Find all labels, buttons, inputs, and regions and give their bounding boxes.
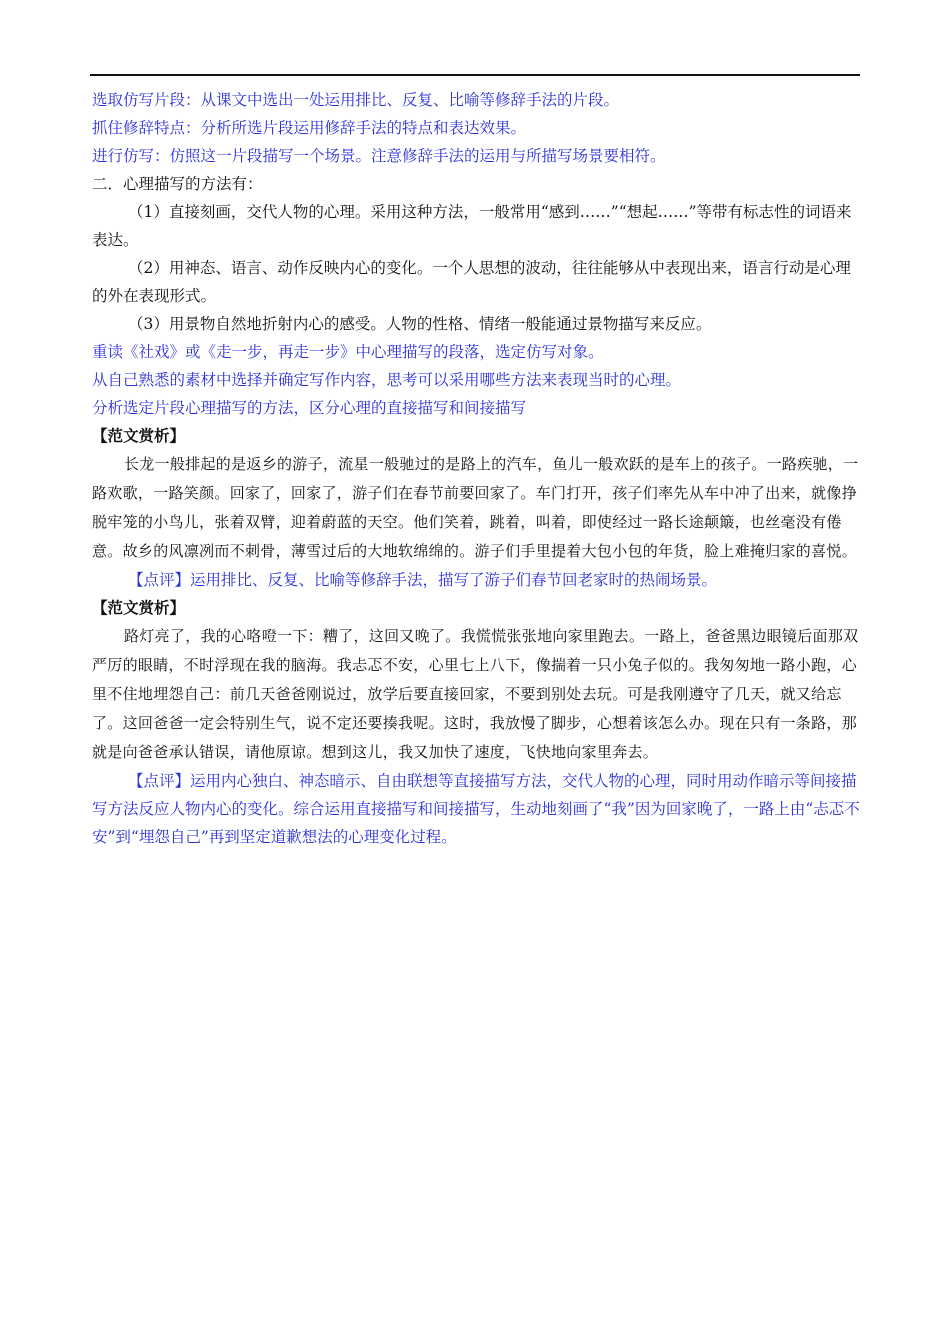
step-line: 分析选定片段心理描写的方法，区分心理的直接描写和间接描写 [92, 399, 527, 417]
comment-text: 运用排比、反复、比喻等修辞手法，描写了游子们春节回老家时的热闹场景。 [190, 571, 718, 589]
comment-tag: 【点评】 [128, 772, 191, 790]
method-item: （2）用神态、语言、动作反映内心的变化。一个人思想的波动，往往能够从中表现出来，语言行动是心理的外在表现形式。 [92, 259, 851, 305]
method-item: （3）用景物自然地折射内心的感受。人物的性格、情绪一般能通过景物描写来反应。 [128, 315, 712, 333]
example-essay [92, 450, 860, 566]
intro-line: 进行仿写：仿照这一片段描写一个场景。注意修辞手法的运用与所描写场景要相符。 [92, 147, 666, 165]
example-text: 路灯亮了，我的心咯噔一下：糟了，这回又晚了。我慌慌张张地向家里跑去。一路上，爸爸黑边眼镜后面那双严厉的眼睛，不时浮现在我的脑海。我忐忑不安，心里七上八下，像揣着一只小兔子似的。我匆匆地一路小跑，心里不住地埋怨自己：前几天爸爸刚说过，放学后要直接回家，不要到别处去玩。可是我刚遵守了几天，就又给忘了。这回爸爸一定会特别生气，说不定还要揍我呢。这时，我放慢了脚步，心想着该怎么办。现在只有一条路，那就是向爸爸承认错误，请他原谅。想到这儿，我又加快了速度，飞快地向家里奔去。 [92, 627, 859, 761]
step-line: 重读《社戏》或《走一步，再走一步》中心理描写的段落，选定仿写对象。 [92, 343, 604, 361]
document-body [92, 86, 860, 851]
intro-line: 抓住修辞特点：分析所选片段运用修辞手法的特点和表达效果。 [92, 119, 527, 137]
example-comment [92, 566, 860, 594]
header-rule [90, 74, 860, 76]
method-list [92, 198, 860, 338]
example-comment [92, 767, 860, 851]
comment-tag: 【点评】 [128, 571, 191, 589]
example-heading: 【范文赏析】 [92, 599, 186, 617]
method-item: （1）直接刻画，交代人物的心理。采用这种方法，一般常用“感到……”“想起……”等带有标志性的词语来表达。 [92, 203, 852, 249]
comment-text: 运用内心独白、神态暗示、自由联想等直接描写方法，交代人物的心理，同时用动作暗示等间接描写方法反应人物内心的变化。综合运用直接描写和间接描写，生动地刻画了“我”因为回家晚了，一路上由“忐忑不安”到“埋怨自己”再到坚定道歉想法的心理变化过程。 [92, 772, 860, 846]
step-line: 从自己熟悉的素材中选择并确定写作内容，思考可以采用哪些方法来表现当时的心理。 [92, 371, 682, 389]
intro-line: 选取仿写片段：从课文中选出一处运用排比、反复、比喻等修辞手法的片段。 [92, 91, 620, 109]
example-text: 长龙一般排起的是返乡的游子，流星一般驰过的是路上的汽车，鱼儿一般欢跃的是车上的孩子。一路疾驰，一路欢歌，一路笑颜。回家了，回家了，游子们在春节前要回家了。车门打开，孩子们率先从车中冲了出来，就像挣脱牢笼的小鸟儿，张着双臂，迎着蔚蓝的天空。他们笑着，跳着，叫着，即使经过一路长途颠簸，也丝毫没有倦意。故乡的风凛冽而不刺骨，薄雪过后的大地软绵绵的。游子们手里提着大包小包的年货，脸上难掩归家的喜悦。 [92, 455, 859, 560]
example-heading: 【范文赏析】 [92, 427, 186, 445]
section-title: 二．心理描写的方法有： [92, 175, 263, 193]
example-essay [92, 622, 860, 767]
